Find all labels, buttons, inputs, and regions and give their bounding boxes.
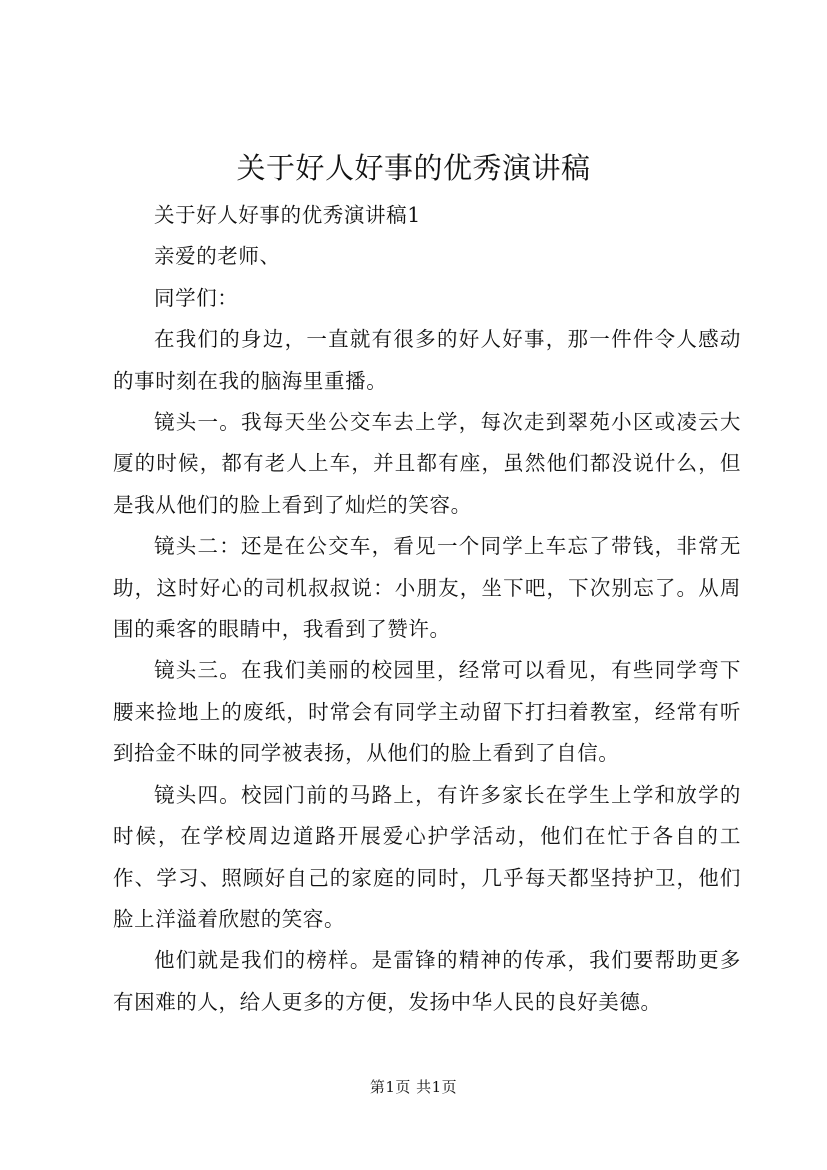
document-title: 关于好人好事的优秀演讲稿 xyxy=(236,151,591,185)
paragraph-scene-one: 镜头一。我每天坐公交车去上学，每次走到翠苑小区或凌云大厦的时候，都有老人上车，并且都有座，虽然他们都没说什么，但是我从他们的脸上看到了灿烂的笑容。 xyxy=(113,410,741,517)
paragraph-scene-two: 镜头二：还是在公交车，看见一个同学上车忘了带钱，非常无助，这时好心的司机叔叔说：小朋友，坐下吧，下次别忘了。从周围的乘客的眼睛中，我看到了赞许。 xyxy=(113,534,741,642)
page-number-footer: 第1页 共1页 xyxy=(369,1078,458,1096)
paragraph-salutation-teachers: 亲爱的老师、 xyxy=(154,244,281,269)
paragraph-conclusion: 他们就是我们的榜样。是雷锋的精神的传承，我们要帮助更多有困难的人，给人更多的方便，发扬中华人民的良好美德。 xyxy=(113,948,741,1014)
paragraph-salutation-classmates: 同学们： xyxy=(154,285,239,310)
paragraph-scene-three: 镜头三。在我们美丽的校园里，经常可以看见，有些同学弯下腰来捡地上的废纸，时常会有同学主动留下打扫着教室，经常有听到拾金不昧的同学被表扬，从他们的脸上看到了自信。 xyxy=(113,658,741,766)
paragraph-subtitle: 关于好人好事的优秀演讲稿1 xyxy=(154,203,421,227)
paragraph-intro: 在我们的身边，一直就有很多的好人好事，那一件件令人感动的事时刻在我的脑海里重播。 xyxy=(113,327,741,393)
paragraph-scene-four: 镜头四。校园门前的马路上，有许多家长在学生上学和放学的时候，在学校周边道路开展爱心护学活动，他们在忙于各自的工作、学习、照顾好自己的家庭的同时，几乎每天都坚持护卫，他们脸上洋溢着欣慰的笑容。 xyxy=(113,782,741,931)
document-body xyxy=(113,195,741,1023)
